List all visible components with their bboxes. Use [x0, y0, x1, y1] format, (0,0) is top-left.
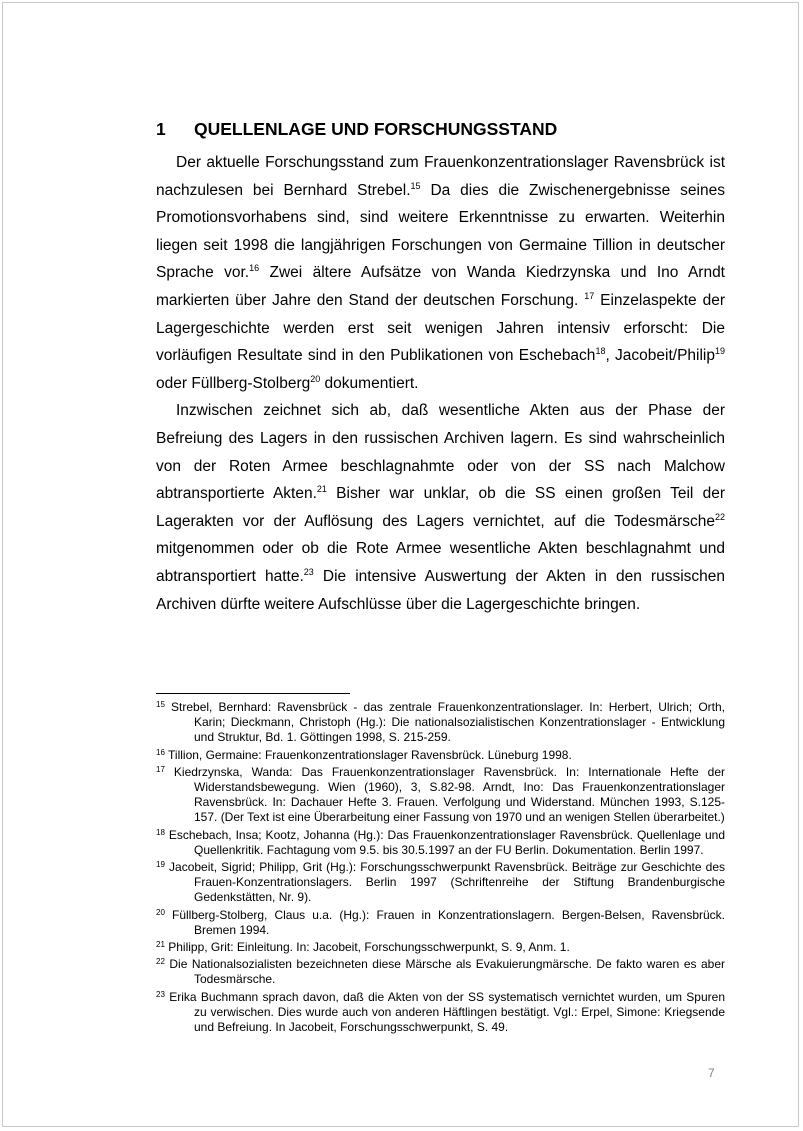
footnote-text: Tillion, Germaine: Frauenkonzentrationslager Ravensbrück. Lüneburg 1998. — [164, 747, 572, 762]
footnotes — [156, 700, 725, 1037]
footnote-ref[interactable]: 19 — [715, 346, 726, 357]
footnote — [156, 990, 725, 1036]
footnote-text: Eschebach, Insa; Kootz, Johanna (Hg.): Das Frauenkonzentrationslager Ravensbrück. Quellenlage und Quellenkritik. Fachtagung vom 9.5. bis 30.5.1997 an der FU Berlin. Dokumentation. Berlin 1997. — [164, 827, 725, 857]
footnote-text: Erika Buchmann sprach davon, daß die Akten von der SS systematisch vernichtet wurden, um Spuren zu verwischen. Dies wurde auch von anderen Häftlingen bestätigt. Vgl.: Erpel, Simone: Kriegsende und Befreiung. In Jacobeit, Forschungsschwerpunkt, S. 49. — [164, 989, 725, 1035]
paragraph-2 — [156, 397, 725, 618]
footnote-mark: 20 — [156, 907, 165, 917]
footnote — [156, 957, 725, 987]
text-run: Zwei ältere Aufsätze von Wanda Kiedrzynska und Ino Arndt markierten über Jahre den Stand der deutschen Forschung. — [156, 264, 725, 309]
text-run: Einzelaspekte der Lagergeschichte werden erst seit wenigen Jahren intensiv erforscht: Die vorläufigen Resultate sind in den Publikationen von Eschebach — [156, 291, 725, 365]
footnote-mark: 15 — [156, 700, 165, 709]
footnote-text: Kiedrzynska, Wanda: Das Frauenkonzentrationslager Ravensbrück. In: Internationale Hefte der Widerstandsbewegung. Wien (1960), 3, S.82-98. Arndt, Ino: Das Frauenkonzentrationslager Ravensbrück. In: Dachauer Hefte 3. Frauen. Verfolgung und Widerstand. München 1993, S.125-157. (Der Text ist eine Überarbeitung einer Fassung von 1970 und an wenigen Stellen überarbeitet.) — [164, 764, 725, 825]
footnote-mark: 17 — [156, 764, 165, 774]
paragraph-1 — [156, 149, 725, 397]
footnote-ref[interactable]: 21 — [316, 484, 327, 495]
page-body — [156, 115, 725, 618]
footnote — [156, 700, 725, 746]
footnote-text: Füllberg-Stolberg, Claus u.a. (Hg.): Frauen in Konzentrationslagern. Bergen-Belsen, Ravensbrück. Bremen 1994. — [164, 907, 725, 937]
footnote-ref[interactable]: 16 — [249, 263, 260, 274]
footnote-mark: 22 — [156, 957, 165, 967]
footnote — [156, 940, 725, 955]
footnote — [156, 828, 725, 858]
page-number: 7 — [708, 1066, 715, 1080]
footnote-ref[interactable]: 20 — [310, 373, 321, 384]
section-number: 1 — [156, 119, 166, 139]
text-run: dokumentiert. — [320, 374, 419, 392]
footnote-mark: 16 — [156, 747, 165, 757]
section-heading — [156, 115, 725, 143]
footnote — [156, 860, 725, 906]
footnote — [156, 908, 725, 938]
text-run: Der aktuelle Forschungsstand zum Frauenkonzentrationslager Ravensbrück ist nachzulesen bei Bernhard Strebel. — [156, 154, 725, 199]
text-run: Bisher war unklar, ob die SS einen großen Teil der Lagerakten vor der Auflösung des Lagers vernichtet, auf die Todesmärsche — [156, 485, 725, 530]
footnote-ref[interactable]: 18 — [595, 346, 606, 357]
footnote — [156, 765, 725, 826]
footnote-mark: 19 — [156, 860, 165, 870]
text-run: Da dies die Zwischenergebnisse seines Promotionsvorhabens sind, sind weitere Erkenntnisse zu erwarten. Weiterhin liegen seit 1998 die langjährigen Forschungen von Germaine Tillion in deutscher Sprache vor. — [156, 181, 725, 282]
footnote-text: Philipp, Grit: Einleitung. In: Jacobeit, Forschungsschwerpunkt, S. 9, Anm. 1. — [164, 940, 570, 955]
footnote — [156, 748, 725, 763]
footnote-separator — [156, 693, 350, 694]
footnote-text: Die Nationalsozialisten bezeichneten diese Märsche als Evakuierungmärsche. De fakto waren es aber Todesmärsche. — [164, 957, 725, 987]
footnote-text: Jacobeit, Sigrid; Philipp, Grit (Hg.): Forschungsschwerpunkt Ravensbrück. Beiträge zur Geschichte des Frauen-Konzentrationslagers. Berlin 1997 (Schriftenreihe der Stiftung Brandenburgische Gedenkstätten, Nr. 9). — [164, 860, 725, 905]
footnote-mark: 18 — [156, 827, 165, 837]
text-run: Inzwischen zeichnet sich ab, daß wesentliche Akten aus der Phase der Befreiung des Lagers in den russischen Archiven lagern. Es sind wahrscheinlich von der Roten Armee beschlagnahmte oder von der SS nach Malchow abtransportierte Akten. — [156, 402, 725, 503]
footnote-mark: 21 — [156, 940, 165, 950]
footnote-ref[interactable]: 22 — [714, 511, 725, 522]
text-run: mitgenommen oder ob die Rote Armee wesentliche Akten beschlagnahmt und abtransportiert hatte. — [156, 540, 725, 585]
text-run: Die intensive Auswertung der Akten in den russischen Archiven dürfte weitere Aufschlüsse über die Lagergeschichte bringen. — [156, 567, 725, 613]
footnote-ref[interactable]: 23 — [303, 566, 314, 577]
footnote-ref[interactable]: 17 — [584, 290, 595, 301]
text-run: oder Füllberg-Stolberg — [156, 374, 311, 392]
footnote-mark: 23 — [156, 989, 165, 999]
document-page — [2, 2, 799, 1127]
footnote-text: Strebel, Bernhard: Ravensbrück - das zentrale Frauenkonzentrationslager. In: Herbert, Ulrich; Orth, Karin; Dieckmann, Christoph (Hg.): Die nationalsozialistischen Konzentrationslager - Entwicklung und Struktur, Bd. 1. Göttingen 1998, S. 215-259. — [164, 700, 725, 745]
footnote-ref[interactable]: 15 — [410, 180, 421, 191]
text-run: , Jacobeit/Philip — [605, 347, 715, 365]
section-title: QUELLENLAGE UND FORSCHUNGSSTAND — [194, 119, 558, 139]
